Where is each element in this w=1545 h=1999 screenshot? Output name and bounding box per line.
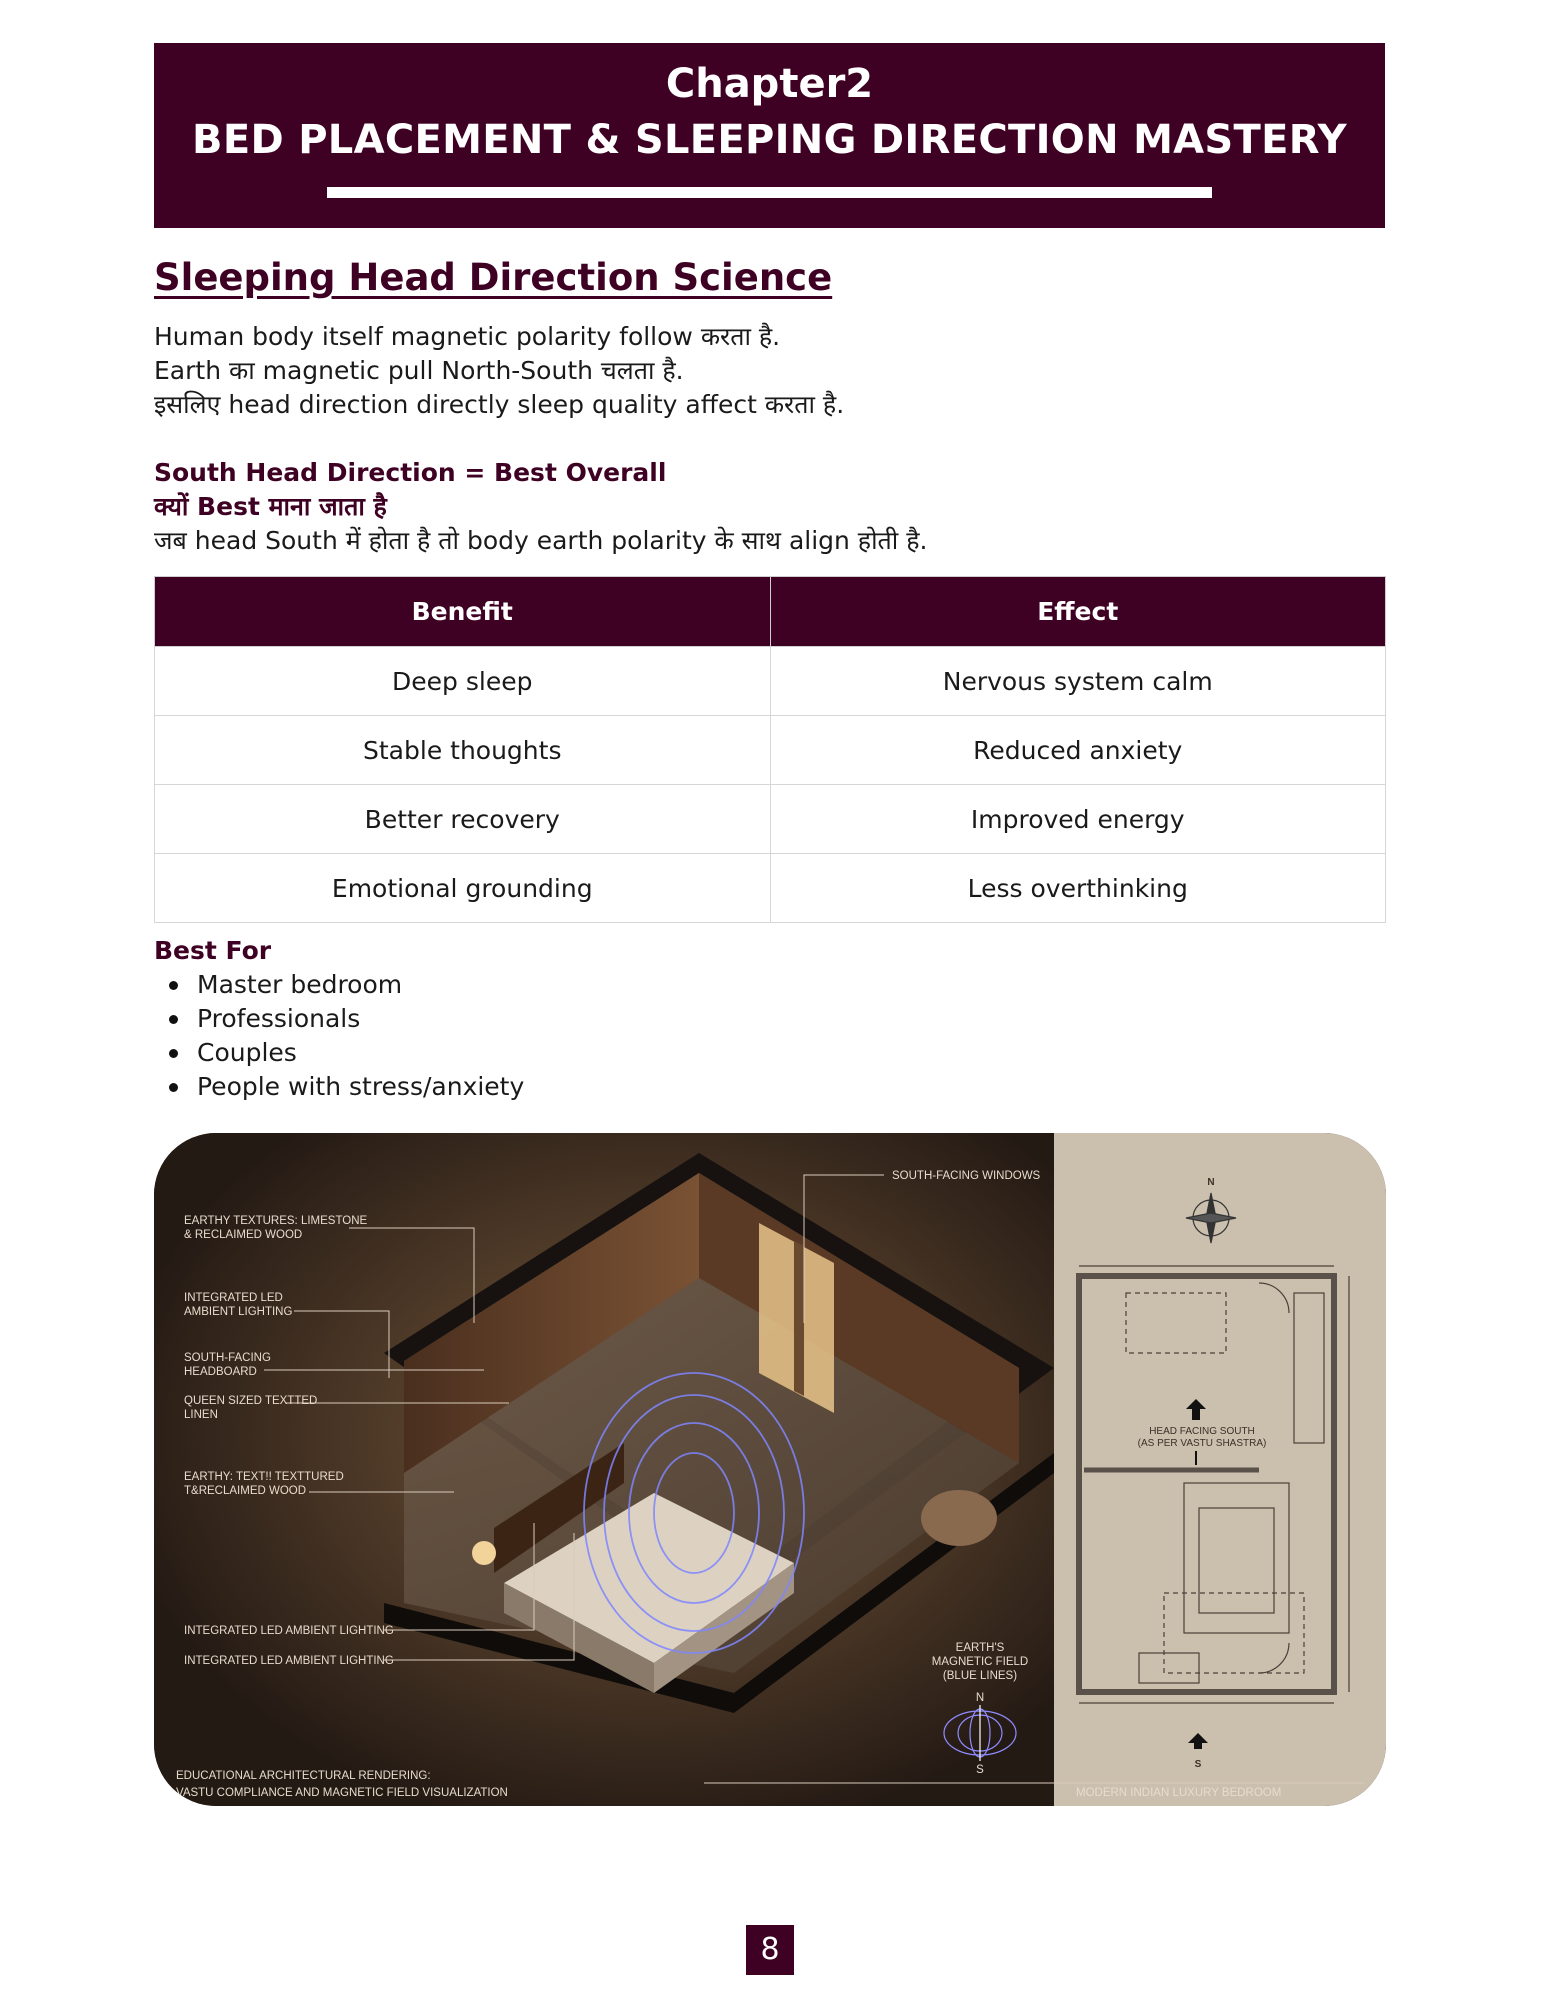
label-linen-2: LINEN (184, 1409, 218, 1421)
label-led-ambient-b: INTEGRATED LED AMBIENT LIGHTING (184, 1655, 394, 1667)
table-cell: Stable thoughts (155, 716, 771, 785)
compass-n: N (1207, 1177, 1215, 1188)
list-item: Couples (197, 1036, 524, 1070)
label-magnetic-2: MAGNETIC FIELD (931, 1656, 1029, 1668)
table-row (155, 854, 1386, 923)
label-led-ambient-a: INTEGRATED LED AMBIENT LIGHTING (184, 1625, 394, 1637)
list-item: People with stress/anxiety (197, 1070, 524, 1104)
plan-s: S (1194, 1759, 1202, 1770)
label-led-1: INTEGRATED LED (184, 1292, 283, 1304)
column-header: Effect (770, 577, 1386, 647)
list-item: Master bedroom (197, 968, 524, 1002)
bedroom-render-svg (154, 1133, 1386, 1806)
chapter-title: BED PLACEMENT & SLEEPING DIRECTION MASTERY (192, 117, 1347, 163)
south-direction-block (154, 456, 927, 558)
table-cell: Less overthinking (770, 854, 1386, 923)
label-earthy-textures-2: & RECLAIMED WOOD (184, 1229, 303, 1241)
column-header: Benefit (155, 577, 771, 647)
label-headboard-2: HEADBOARD (184, 1366, 257, 1378)
chapter-banner (154, 43, 1385, 228)
table-row (155, 716, 1386, 785)
table-cell: Better recovery (155, 785, 771, 854)
intro-line: इसलिए head direction directly sleep quality affect करता है. (154, 390, 845, 419)
label-linen-1: QUEEN SIZED TEXTTED (184, 1395, 318, 1407)
why-text: जब head South में होता है तो body earth polarity के साथ align होती है. (154, 526, 928, 555)
label-head-facing-1: HEAD FACING SOUTH (1149, 1426, 1255, 1437)
section-heading: Sleeping Head Direction Science (154, 256, 833, 299)
table-row (155, 647, 1386, 716)
page-number: 8 (746, 1925, 794, 1975)
why-heading: क्यों Best माना जाता है (154, 492, 387, 521)
intro-paragraph (154, 320, 844, 422)
table-cell: Nervous system calm (770, 647, 1386, 716)
intro-line: Human body itself magnetic polarity follow करता है. (154, 322, 781, 351)
table-header-row (155, 577, 1386, 647)
label-earthy-textures-1: EARTHY TEXTURES: LIMESTONE (184, 1215, 368, 1227)
label-headboard-1: SOUTH-FACING (184, 1352, 271, 1364)
chapter-label: Chapter2 (665, 61, 874, 107)
intro-line: Earth का magnetic pull North-South चलता है. (154, 356, 684, 385)
label-head-facing-2: (AS PER VASTU SHASTRA) (1137, 1438, 1267, 1449)
table-cell: Emotional grounding (155, 854, 771, 923)
best-for-heading: Best For (154, 936, 272, 965)
best-for-list (154, 968, 524, 1104)
table-row (155, 785, 1386, 854)
caption-line-2: VASTU COMPLIANCE AND MAGNETIC FIELD VISUALIZATION (176, 1787, 508, 1799)
bedroom-illustration (154, 1133, 1386, 1806)
label-earthy-text-1: EARTHY: TEXT!! TEXTTURED (184, 1471, 344, 1483)
label-led-2: AMBIENT LIGHTING (184, 1306, 293, 1318)
label-magnetic-1: EARTH'S (955, 1642, 1005, 1654)
best-for-block (154, 934, 524, 1104)
label-south-windows: SOUTH-FACING WINDOWS (892, 1170, 1041, 1182)
list-item: Professionals (197, 1002, 524, 1036)
caption-right: MODERN INDIAN LUXURY BEDROOM (1076, 1787, 1282, 1799)
benefit-table (154, 576, 1386, 923)
mini-field-n: N (975, 1692, 985, 1704)
table-cell: Deep sleep (155, 647, 771, 716)
label-earthy-text-2: T&RECLAIMED WOOD (184, 1485, 307, 1497)
caption-line-1: EDUCATIONAL ARCHITECTURAL RENDERING: (176, 1770, 431, 1782)
banner-divider (327, 187, 1212, 198)
mini-field-s: S (976, 1764, 984, 1776)
label-magnetic-3: (BLUE LINES) (942, 1670, 1018, 1682)
table-cell: Improved energy (770, 785, 1386, 854)
subheading: South Head Direction = Best Overall (154, 458, 667, 487)
table-cell: Reduced anxiety (770, 716, 1386, 785)
